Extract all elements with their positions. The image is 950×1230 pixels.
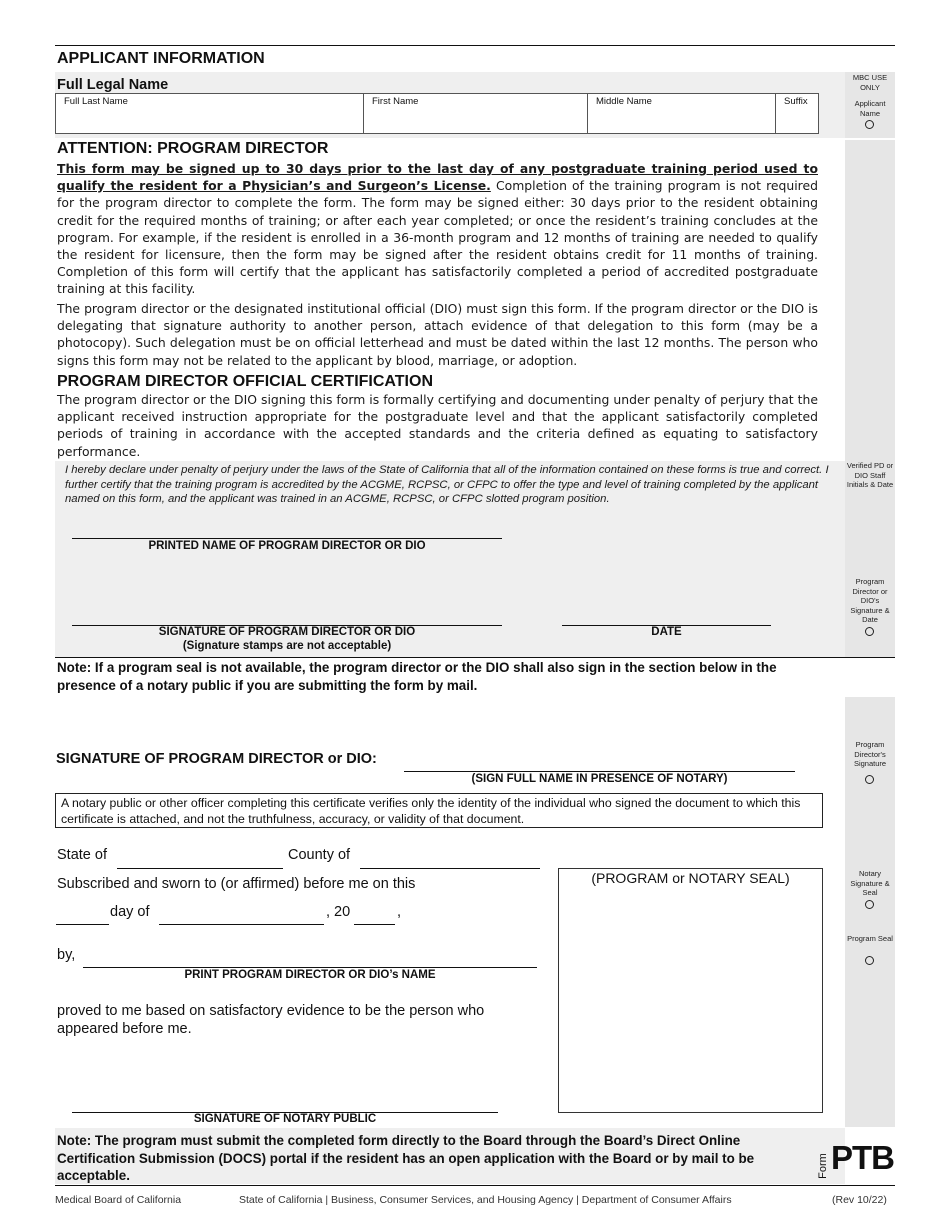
sign-full-name-caption: (SIGN FULL NAME IN PRESENCE OF NOTARY) (471, 773, 728, 785)
year-line[interactable] (354, 924, 395, 925)
notary-signature-checkbox[interactable] (865, 900, 874, 909)
sidebar-verified: Verified PD or DIO Staff Initials & Date (846, 461, 894, 489)
by-label: by, (57, 947, 76, 963)
attention-paragraph-2: The program director or the designated institutional official (DIO) must sign this form. If the program director or the DIO is delegating that signature authority to another person, attach evidence of that delegation to this form (may be a photocopy). Such delegation must be on official letterhead and must be dated within the last 12 months. The person who signs this form may not be related to the applicant by blood, marriage, or adoption. (57, 301, 818, 368)
last-name-label: Full Last Name (64, 96, 128, 107)
date-caption: DATE (651, 626, 682, 638)
proved-text: proved to me based on satisfactory evidence to be the person who appeared before me. (57, 1003, 485, 1037)
signature-stamp-note: (Signature stamps are not acceptable) (182, 640, 392, 652)
sidebar-divider (845, 657, 895, 658)
suffix-field[interactable] (776, 94, 818, 133)
mbc-use-only: MBC USE ONLY (852, 73, 888, 92)
notary-pd-signature-label: SIGNATURE OF PROGRAM DIRECTOR or DIO: (56, 751, 377, 767)
attention-paragraph-1 (57, 160, 818, 298)
name-fields-row (55, 93, 819, 134)
note1-rule (55, 657, 845, 658)
note-program-seal: Note: If a program seal is not available, the program director or the DIO shall also sign in the section below in the presence of a notary public if you are submitting the form by mail. (57, 660, 777, 693)
county-of-line[interactable] (360, 868, 540, 869)
note-docs-portal: Note: The program must submit the completed form directly to the Board through the Board’s Direct Online Certification Submission (DOCS) portal if the resident has an open application with the Board or by mail to be acceptable. (57, 1133, 755, 1183)
middle-name-label: Middle Name (596, 96, 652, 107)
print-name-line[interactable] (83, 967, 537, 968)
middle-name-field[interactable] (588, 94, 776, 133)
county-of-label: County of (288, 847, 351, 863)
top-rule (55, 45, 895, 46)
certification-heading: PROGRAM DIRECTOR OFFICIAL CERTIFICATION (57, 373, 433, 390)
program-seal-checkbox[interactable] (865, 956, 874, 965)
perjury-declaration: I hereby declare under penalty of perjury under the laws of the State of California that all of the information contained on these forms is true and correct. I further certify that the training program is accredited by the ACGME, RCPSC, or CFPC to offer the type and level of training completed by the applicant named on this form, and the applicant was trained in an ACGME, RCPSC, or CFPC slotted program position. (65, 464, 829, 505)
attention-bold-text: This form may be signed up to 30 days prior to the last day of any postgraduate training period used to qualify the resident for a Physician’s and Surgeon’s License. (57, 161, 818, 194)
attention-heading: ATTENTION: PROGRAM DIRECTOR (57, 140, 329, 157)
footer-rule (55, 1185, 895, 1186)
applicant-heading: APPLICANT INFORMATION (57, 50, 265, 67)
sidebar-pd-signature-date: Program Director or DIO's Signature & Date (850, 577, 890, 624)
subscribed-text: Subscribed and sworn to (or affirmed) before me on this (57, 876, 416, 892)
state-of-line[interactable] (117, 868, 283, 869)
sidebar-pd-signature: Program Director's Signature (853, 740, 887, 768)
applicant-name-checkbox[interactable] (865, 120, 874, 129)
year-prefix: , 20 (326, 904, 351, 920)
sidebar-program-seal: Program Seal (847, 934, 893, 943)
notary-disclaimer-box: A notary public or other officer completing this certificate verifies only the identity of the individual who signed the document to which this certificate is attached, and not the truthfulness, accuracy, or validity of that document. (55, 793, 823, 828)
notary-signature-caption: SIGNATURE OF NOTARY PUBLIC (193, 1113, 377, 1125)
first-name-field[interactable] (364, 94, 588, 133)
printed-name-caption: PRINTED NAME OF PROGRAM DIRECTOR OR DIO (148, 540, 426, 552)
pd-signature-caption: SIGNATURE OF PROGRAM DIRECTOR OR DIO (158, 626, 416, 638)
form-word: Form (817, 1153, 829, 1179)
sidebar-notary-signature: Notary Signature & Seal (850, 869, 890, 897)
sidebar-applicant-name: Applicant Name (854, 99, 886, 118)
first-name-label: First Name (372, 96, 419, 107)
pd-signature-date-checkbox[interactable] (865, 627, 874, 636)
footer-left: Medical Board of California (55, 1194, 182, 1206)
last-name-field[interactable] (56, 94, 364, 133)
seal-box[interactable] (558, 868, 823, 1113)
day-of-label: day of (110, 904, 150, 920)
day-line[interactable] (56, 924, 109, 925)
full-legal-name-label: Full Legal Name (57, 77, 169, 93)
certification-paragraph: The program director or the DIO signing this form is formally certifying and documenting under penalty of perjury that the applicant received instruction appropriate for the postgraduate level and that the applicant satisfactorily completed periods of training in accordance with the accepted standards and the criteria defined as equating to satisfactory performance. (57, 392, 818, 459)
seal-box-label: (PROGRAM or NOTARY SEAL) (591, 870, 790, 886)
print-name-caption: PRINT PROGRAM DIRECTOR OR DIO’s NAME (184, 969, 436, 981)
attention-rest-text: Completion of the training program is not required for the program director to complete the form. The form may be signed either: 30 days prior to the resident obtaining credit for the required months of training; or after each year completed; or once the resident’s training concludes at the program. For example, if the resident is enrolled in a 36-month program and 12 months of training are needed to qualify the resident for licensure, then the form may be signed after the resident obtains credit for 11 months of training. Completion of this form will certify that the applicant has satisfactorily completed a period of accredited postgraduate training at this facility. (57, 178, 818, 297)
suffix-label: Suffix (784, 96, 808, 107)
footer-right: (Rev 10/22) (832, 1194, 887, 1206)
year-comma: , (397, 904, 402, 920)
state-of-label: State of (57, 847, 107, 863)
printed-name-line[interactable] (72, 538, 502, 539)
pd-signature-checkbox[interactable] (865, 775, 874, 784)
form-code: PTB (831, 1139, 894, 1176)
footer-center: State of California | Business, Consumer Services, and Housing Agency | Department of Consumer Affairs (239, 1194, 732, 1206)
month-line[interactable] (159, 924, 324, 925)
notary-pd-signature-line[interactable] (404, 771, 795, 772)
